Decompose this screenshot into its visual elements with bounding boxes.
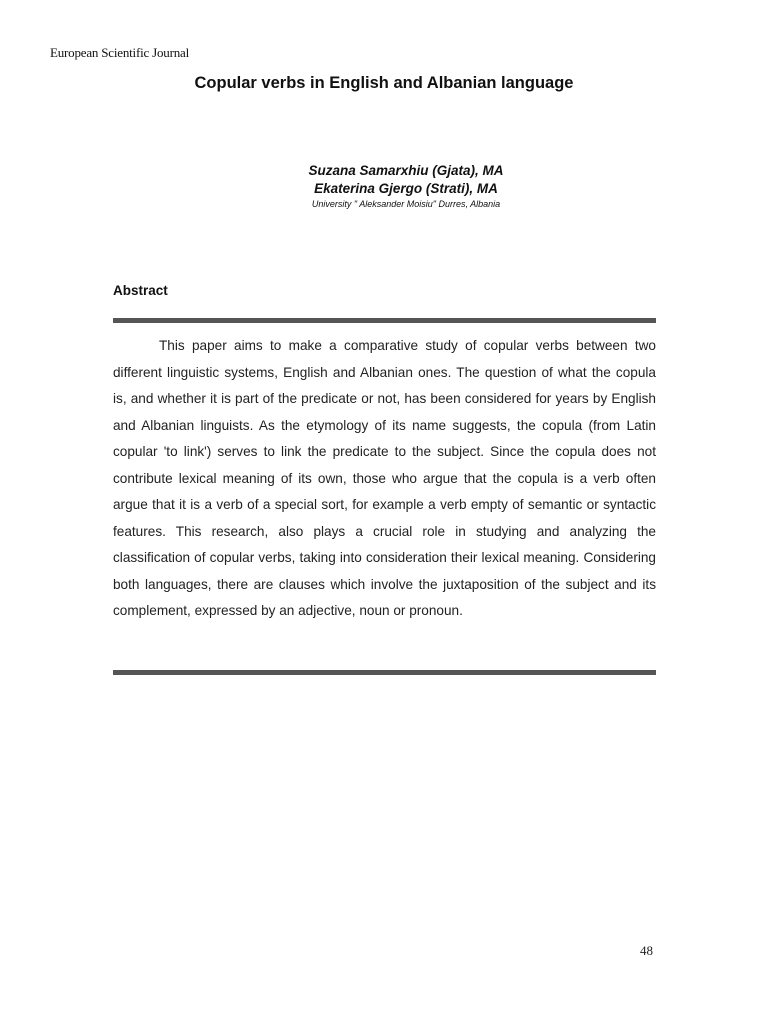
abstract-top-rule bbox=[113, 318, 656, 323]
paper-title: Copular verbs in English and Albanian language bbox=[194, 74, 574, 92]
abstract-bottom-rule bbox=[113, 670, 656, 675]
abstract-heading: Abstract bbox=[113, 283, 168, 298]
abstract-text: This paper aims to make a comparative study of copular verbs between two different linguistic systems, English and Albanian ones. The question of what the copula is, and whether it is part of the predicate or not, has been considered for years by English and Albanian linguists. As the etymology of its name suggests, the copula (from Latin copular 'to link') serves to link the predicate to the subject. Since the copula does not contribute lexical meaning of its own, those who argue that the copula is a verb often argue that it is a verb of a special sort, for example a verb empty of semantic or syntactic features. This research, also plays a crucial role in studying and analyzing the classification of copular verbs, taking into consideration their lexical meaning. Considering both languages, there are clauses which involve the juxtaposition of the subject and its complement, expressed by an adjective, noun or pronoun. bbox=[113, 338, 656, 618]
author-name: Ekaterina Gjergo (Strati), MA bbox=[314, 181, 498, 196]
author-name: Suzana Samarxhiu (Gjata), MA bbox=[308, 163, 504, 178]
author-block bbox=[0, 162, 768, 210]
author-affiliation: University " Aleksander Moisiu" Durres, Albania bbox=[311, 199, 501, 209]
page-number: 48 bbox=[640, 943, 653, 958]
running-header: European Scientific Journal bbox=[50, 45, 189, 60]
